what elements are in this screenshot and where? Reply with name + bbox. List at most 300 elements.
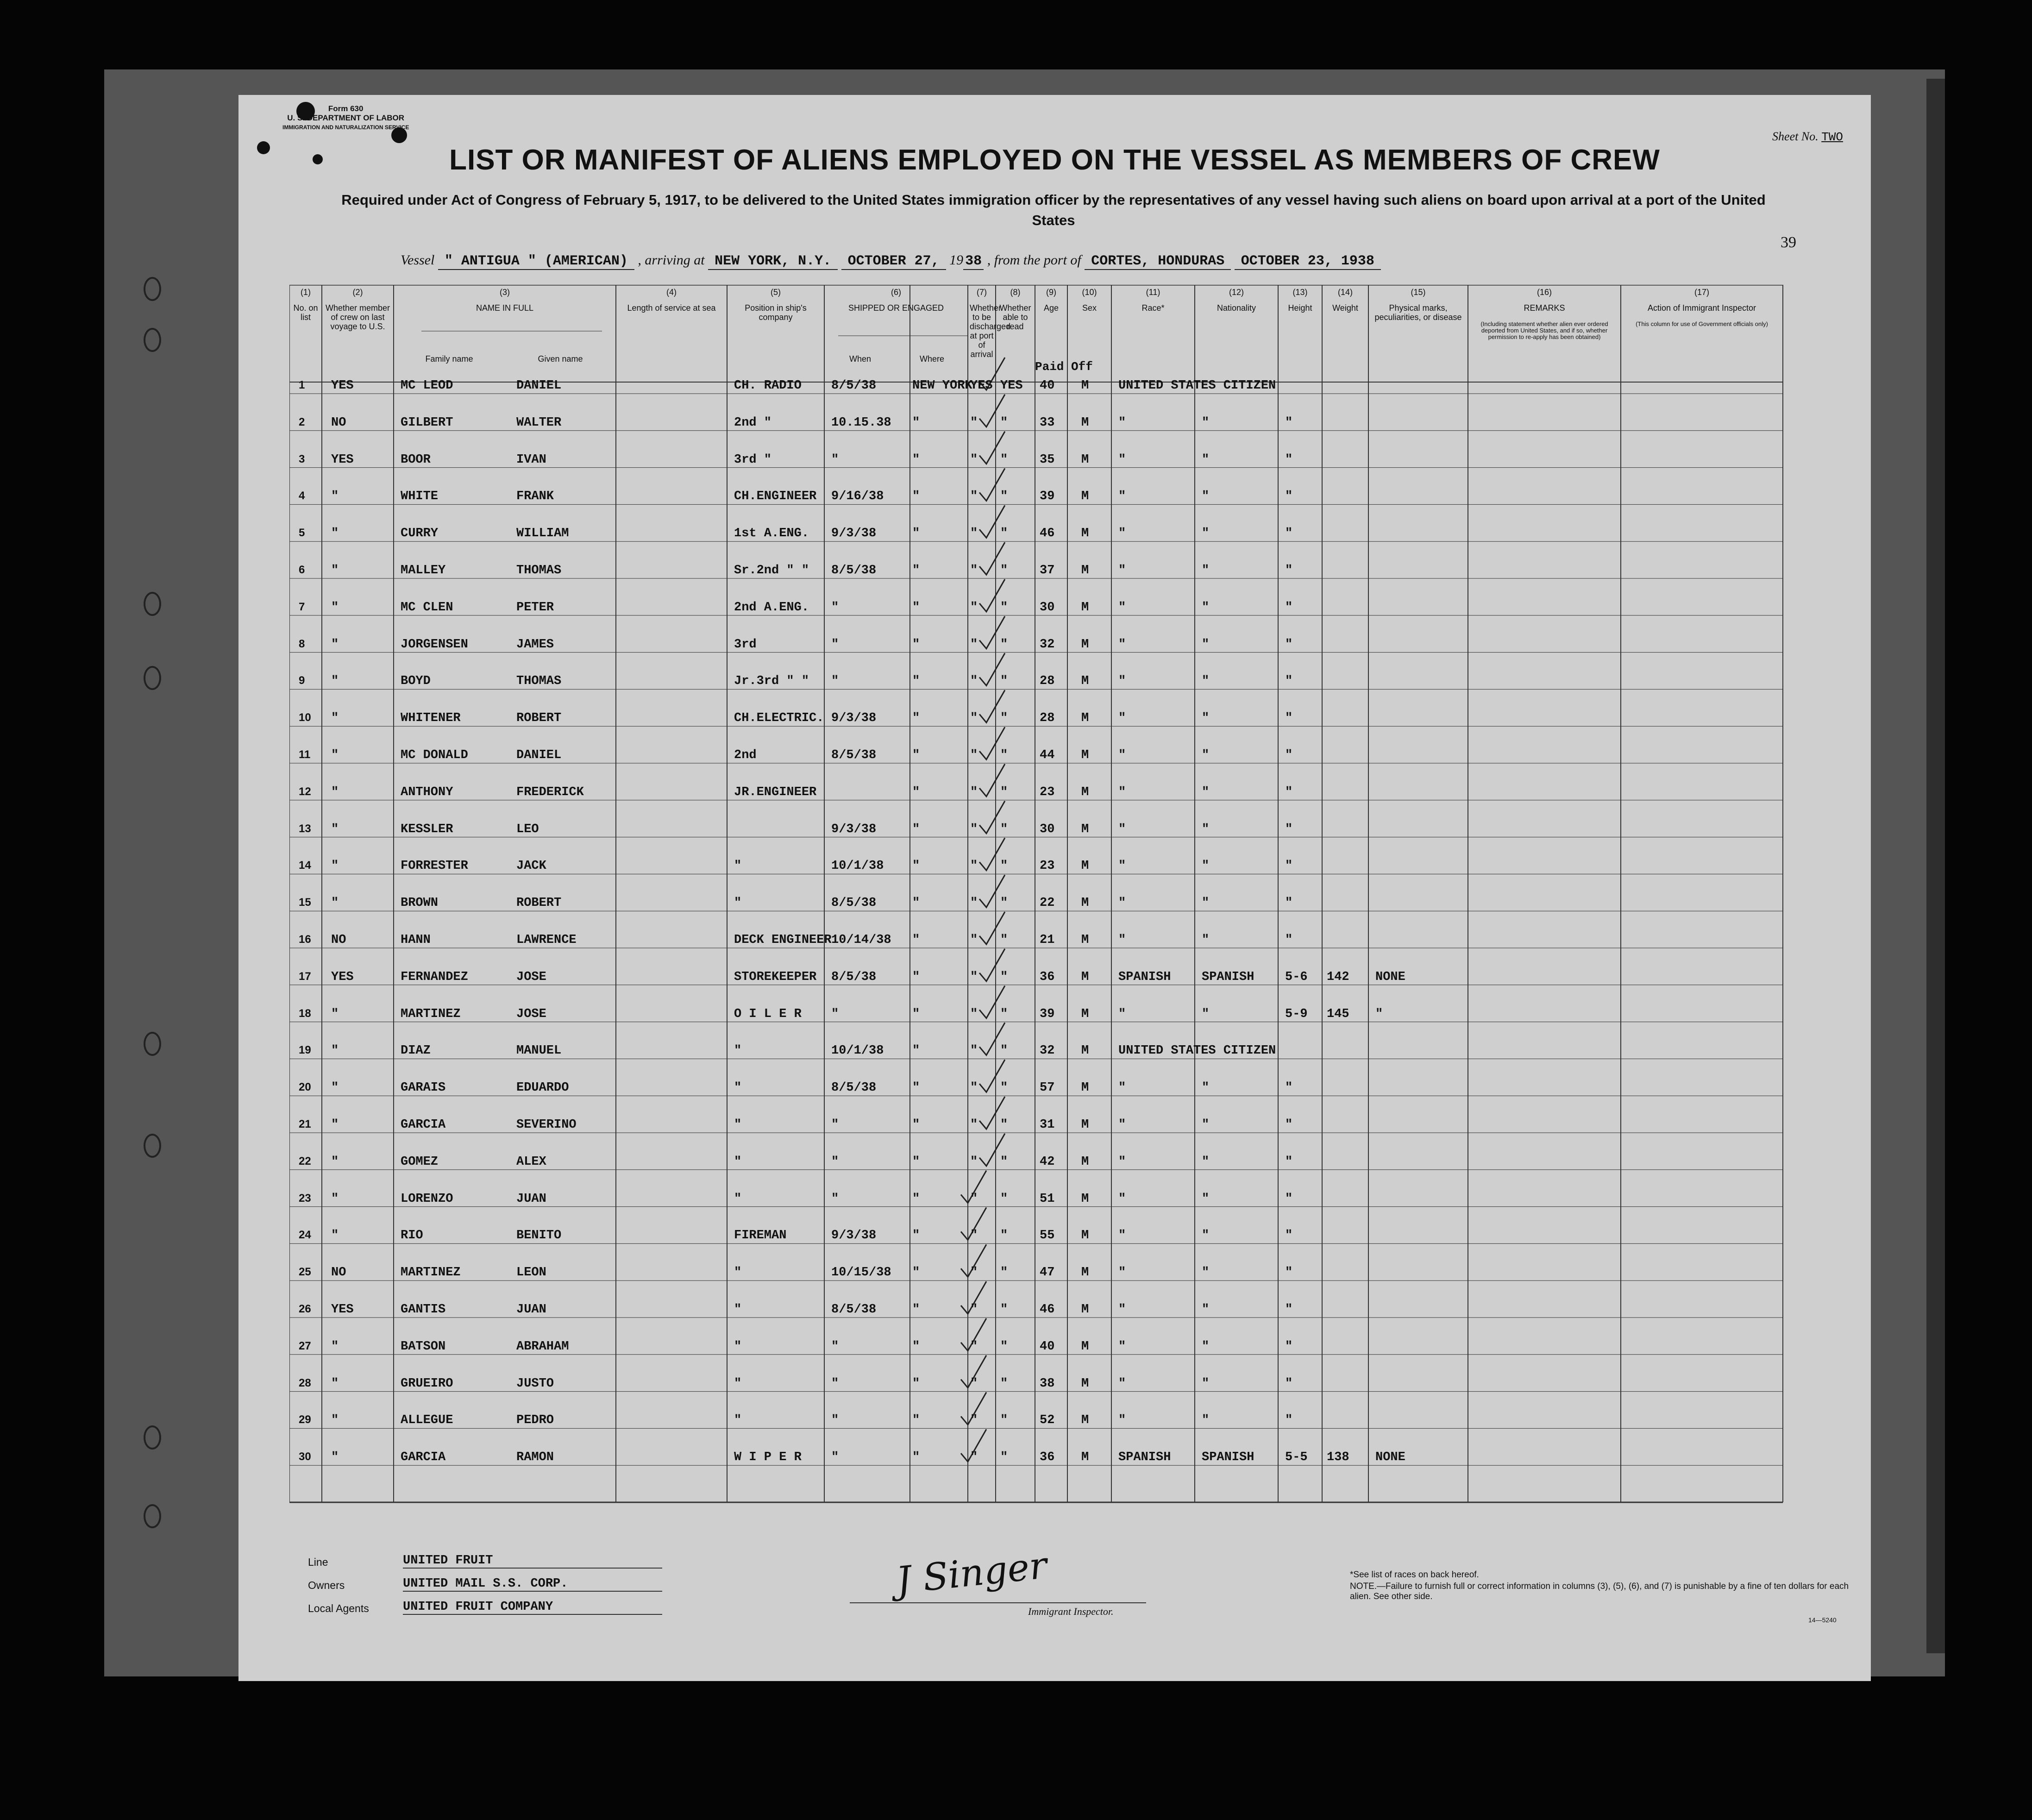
age: 36 [1040,1450,1055,1465]
nationality: " [1202,1155,1210,1169]
row-number: 4 [299,490,305,502]
shipped-where: " [912,1155,920,1169]
age: 36 [1040,970,1055,984]
age: 30 [1040,600,1055,615]
last-voyage: " [331,1229,339,1243]
given-name: ALEX [516,1155,546,1169]
row-number: 12 [299,785,311,798]
position: " [734,1376,742,1391]
race: " [1118,896,1126,910]
race: " [1118,674,1126,689]
column-number: (5) [771,288,781,297]
able-to-read: " [1000,785,1008,799]
given-name: FREDERICK [516,785,584,799]
race: " [1118,490,1126,504]
discharged: " [970,490,978,504]
sheet-number [1772,130,1843,144]
inspector-label: Immigrant Inspector. [1028,1606,1114,1617]
family-name: MC DONALD [401,748,468,762]
binder-ring [144,1425,161,1450]
position: " [734,859,742,873]
height: " [1285,564,1293,577]
given-name: DANIEL [516,748,562,762]
last-voyage: " [331,637,339,652]
nationality: " [1202,452,1210,467]
given-name: RAMON [516,1450,554,1465]
sex: M [1081,1118,1089,1132]
race: " [1118,1155,1126,1169]
shipped-when: 9/3/38 [831,822,877,836]
able-to-read: " [1000,674,1008,689]
nationality: " [1202,896,1210,910]
shipped-when: 10/15/38 [831,1266,891,1280]
able-to-read: " [1000,1450,1008,1465]
height: " [1285,1229,1293,1243]
row-number: 21 [299,1118,311,1130]
column-number: (12) [1229,288,1244,297]
nationality: " [1202,859,1210,873]
shipped-when: 8/5/38 [831,1303,877,1317]
sex: M [1081,1192,1089,1206]
family-name: LORENZO [401,1192,453,1206]
position: 3rd " [734,452,772,467]
position: 1st A.ENG. [734,527,809,541]
race: " [1118,1266,1126,1280]
family-name: GARCIA [401,1450,446,1465]
race: " [1118,1229,1126,1243]
shipped-when: " [831,1413,839,1428]
row-number: 11 [299,748,311,761]
column-header: Whether able to read [999,303,1031,331]
position: " [734,1118,742,1132]
race: " [1118,1007,1126,1021]
column-number: (8) [1010,288,1021,297]
shipped-when: 10/14/38 [831,933,891,947]
able-to-read: " [1000,1007,1008,1021]
binder-ring [144,666,161,690]
age: 28 [1040,674,1055,689]
position: 2nd " [734,415,772,430]
family-name: GRUEIRO [401,1376,453,1391]
last-voyage: YES [331,452,354,467]
nationality: " [1202,564,1210,577]
shipped-where: " [912,1303,920,1317]
able-to-read: YES [1000,379,1023,393]
given-name: THOMAS [516,674,562,689]
last-voyage: " [331,1376,339,1391]
given-name: LAWRENCE [516,933,577,947]
age: 28 [1040,711,1055,726]
document-title: LIST OR MANIFEST OF ALIENS EMPLOYED ON THE VESSEL AS MEMBERS OF CREW [449,144,1660,176]
last-voyage: " [331,600,339,615]
nationality: " [1202,1007,1210,1021]
last-voyage: " [331,711,339,726]
shipped-where: " [912,674,920,689]
sex: M [1081,1007,1089,1021]
last-voyage: NO [331,933,346,947]
position: " [734,1339,742,1354]
column-number: (3) [500,288,510,297]
shipped-when: " [831,674,839,689]
race: " [1118,527,1126,541]
column-number: (4) [666,288,677,297]
penalty-note: NOTE.—Failure to furnish full or correct information in columns (3), (5), (6), and (7) is punishable by a fine of ten dollars for each alien. See other side. [1350,1582,1849,1601]
shipped-where: " [912,748,920,762]
vessel-line [401,252,1381,269]
race: " [1118,711,1126,726]
shipped-when: " [831,1155,839,1169]
sex: M [1081,1081,1089,1095]
position: STOREKEEPER [734,970,817,984]
shipped-where: " [912,1413,920,1428]
position: " [734,1192,742,1206]
age: 37 [1040,564,1055,577]
column-number: (14) [1337,288,1353,297]
shipped-where: " [912,1192,920,1206]
discharged: " [970,1118,978,1132]
sex: M [1081,933,1089,947]
column-header: Height [1288,303,1312,313]
row-number: 6 [299,564,305,576]
given-name: DANIEL [516,379,562,393]
sex: M [1081,600,1089,615]
row-number: 3 [299,452,305,465]
weight: 142 [1327,970,1349,984]
position: " [734,1155,742,1169]
shipped-where: " [912,822,920,836]
nationality: " [1202,1376,1210,1391]
sex: M [1081,527,1089,541]
row-number: 20 [299,1081,311,1094]
binder-ring [144,328,161,352]
row-number: 7 [299,600,305,613]
column-number: (13) [1292,288,1308,297]
able-to-read: " [1000,415,1008,430]
shipped-where: " [912,785,920,799]
nationality: " [1202,637,1210,652]
row-number: 9 [299,674,305,687]
able-to-read: " [1000,1413,1008,1428]
age: 51 [1040,1192,1055,1206]
given-name: ROBERT [516,711,562,726]
height: " [1285,711,1293,726]
given-name: PEDRO [516,1413,554,1428]
column-header: Race* [1141,303,1165,313]
race: " [1118,415,1126,430]
sex: M [1081,1044,1089,1058]
age: 40 [1040,379,1055,393]
row-number: 23 [299,1192,311,1205]
races-note: *See list of races on back hereof. [1350,1570,1479,1580]
family-name: BOOR [401,452,431,467]
height: " [1285,859,1293,873]
given-name: MANUEL [516,1044,562,1058]
race: " [1118,1118,1126,1132]
row-number: 2 [299,415,305,428]
shipped-when: 9/3/38 [831,1229,877,1243]
shipped-where: " [912,1007,920,1021]
row-number: 1 [299,379,305,391]
race: " [1118,1339,1126,1354]
family-name: GANTIS [401,1303,446,1317]
given-name: JOSE [516,1007,546,1021]
weight: 145 [1327,1007,1349,1021]
nationality: " [1202,1118,1210,1132]
column-header: Weight [1332,303,1358,313]
row-number: 22 [299,1155,311,1167]
given-name: JUAN [516,1192,546,1206]
given-name: IVAN [516,452,546,467]
column-number: (16) [1537,288,1552,297]
family-name: MARTINEZ [401,1007,461,1021]
sex: M [1081,379,1089,393]
last-voyage: " [331,1450,339,1465]
age: 21 [1040,933,1055,947]
family-name: BATSON [401,1339,446,1354]
row-number: 16 [299,933,311,946]
column-subheader: Given name [538,354,583,364]
age: 23 [1040,785,1055,799]
race: SPANISH [1118,970,1171,984]
last-voyage: " [331,564,339,577]
family-name: JORGENSEN [401,637,468,652]
sex: M [1081,490,1089,504]
discharged: " [970,1081,978,1095]
given-name: JUAN [516,1303,546,1317]
nationality: " [1202,674,1210,689]
row-number: 28 [299,1376,311,1389]
given-name: ABRAHAM [516,1339,569,1354]
able-to-read: " [1000,1192,1008,1206]
family-name: WHITENER [401,711,461,726]
nationality: " [1202,1229,1210,1243]
column-number: (1) [301,288,311,297]
able-to-read: " [1000,1229,1008,1243]
able-to-read: " [1000,452,1008,467]
last-voyage: " [331,822,339,836]
last-voyage: " [331,748,339,762]
family-name: CURRY [401,527,439,541]
last-voyage: " [331,859,339,873]
last-voyage: " [331,896,339,910]
family-name: ANTHONY [401,785,453,799]
family-name: MC CLEN [401,600,453,615]
able-to-read: " [1000,711,1008,726]
discharged: " [970,1007,978,1021]
nationality: " [1202,711,1210,726]
nationality: " [1202,1413,1210,1428]
position: O I L E R [734,1007,802,1021]
row-number: 15 [299,896,311,909]
shipped-where: NEW YORK [912,379,972,393]
race: " [1118,564,1126,577]
race: UNITED STATES CITIZEN [1118,379,1276,393]
row-number: 24 [299,1229,311,1242]
sex: M [1081,822,1089,836]
race: " [1118,600,1126,615]
position: DECK ENGINEER [734,933,832,947]
shipped-when: 8/5/38 [831,1081,877,1095]
discharged: " [970,822,978,836]
sex: M [1081,1303,1089,1317]
column-header: SHIPPED OR ENGAGED [848,303,944,313]
shipped-when: 9/16/38 [831,490,884,504]
age: 32 [1040,1044,1055,1058]
sex: M [1081,415,1089,430]
inspector-signature: J Singer [894,1544,1049,1602]
position: " [734,1081,742,1095]
discharged: " [970,859,978,873]
given-name: WILLIAM [516,527,569,541]
row-number: 10 [299,711,311,724]
binder-ring [144,1134,161,1158]
height: " [1285,674,1293,689]
height: " [1285,1118,1293,1132]
shipped-where: " [912,452,920,467]
family-name: BOYD [401,674,431,689]
family-name: FORRESTER [401,859,468,873]
nationality: " [1202,785,1210,799]
position: CH.ENGINEER [734,490,817,504]
family-name: MALLEY [401,564,446,577]
able-to-read: " [1000,1044,1008,1058]
shipped-where: " [912,1266,920,1280]
sex: M [1081,637,1089,652]
discharged: YES [970,379,993,393]
year-prefix: 19 [949,252,964,268]
shipped-where: " [912,1118,920,1132]
able-to-read: " [1000,859,1008,873]
discharged: " [970,600,978,615]
shipped-when: 8/5/38 [831,379,877,393]
nationality: SPANISH [1202,970,1254,984]
race: UNITED STATES CITIZEN [1118,1044,1276,1058]
race: " [1118,1192,1126,1206]
column-header: Whether to be discharged at port of arrival [970,303,1011,359]
shipped-where: " [912,1229,920,1243]
shipped-when: 8/5/38 [831,896,877,910]
race: " [1118,452,1126,467]
height: " [1285,637,1293,652]
age: 31 [1040,1118,1055,1132]
position: " [734,1266,742,1280]
binder-ring [144,592,161,616]
age: 46 [1040,527,1055,541]
shipped-where: " [912,711,920,726]
last-voyage: YES [331,970,354,984]
sheet-number-value: TWO [1821,130,1843,144]
height: 5-5 [1285,1450,1308,1465]
sex: M [1081,564,1089,577]
height: " [1285,785,1293,799]
year-suffix: 38 [963,253,984,270]
sex: M [1081,674,1089,689]
height: " [1285,1192,1293,1206]
row-number: 30 [299,1450,311,1463]
form-number: Form 630 [328,104,364,113]
shipped-where: " [912,896,920,910]
sex: M [1081,859,1089,873]
race: " [1118,1376,1126,1391]
nationality: " [1202,1192,1210,1206]
discharged: " [970,1266,978,1280]
discharged: " [970,933,978,947]
sex: M [1081,970,1089,984]
family-name: MARTINEZ [401,1266,461,1280]
shipped-where: " [912,859,920,873]
scan-edge [1926,79,1945,1653]
race: " [1118,1303,1126,1317]
able-to-read: " [1000,600,1008,615]
position: CH.ELECTRIC. [734,711,824,726]
given-name: JOSE [516,970,546,984]
departure-date: OCTOBER 23, 1938 [1235,253,1381,270]
shipped-when: 10.15.38 [831,415,891,430]
position: CH. RADIO [734,379,802,393]
column-number: (9) [1046,288,1056,297]
height: " [1285,1081,1293,1095]
race: " [1118,822,1126,836]
discharged: " [970,1044,978,1058]
position: Jr.3rd " " [734,674,809,689]
position: Sr.2nd " " [734,564,809,577]
able-to-read: " [1000,822,1008,836]
column-number: (15) [1411,288,1426,297]
height: " [1285,490,1293,504]
sex: M [1081,452,1089,467]
last-voyage: " [331,527,339,541]
row-number: 8 [299,637,305,650]
row-number: 26 [299,1303,311,1315]
arrival-date: OCTOBER 27, [841,253,946,270]
binder-ring [144,1504,161,1528]
age: 33 [1040,415,1055,430]
local-agents-label: Local Agents [308,1602,369,1614]
column-number: (17) [1694,288,1709,297]
age: 39 [1040,490,1055,504]
position: 2nd [734,748,757,762]
able-to-read: " [1000,490,1008,504]
race: " [1118,859,1126,873]
family-name: BROWN [401,896,439,910]
column-subheader: Where [919,354,944,364]
row-number: 29 [299,1413,311,1426]
last-voyage: " [331,1007,339,1021]
height: " [1285,452,1293,467]
binder-ring [144,277,161,301]
column-header: NAME IN FULL [476,303,534,313]
height: " [1285,1376,1293,1391]
column-header: Action of Immigrant Inspector [1647,303,1756,313]
able-to-read: " [1000,1303,1008,1317]
paid-off-note: Paid Off [1035,360,1093,374]
height: 5-6 [1285,970,1308,984]
column-header: Sex [1082,303,1097,313]
sex: M [1081,1155,1089,1169]
shipped-where: " [912,1450,920,1465]
column-header: Whether member of crew on last voyage to U.S. [325,303,390,331]
age: 30 [1040,822,1055,836]
column-subheader: When [849,354,872,364]
height: 5-9 [1285,1007,1308,1021]
family-name: MC LEOD [401,379,453,393]
age: 42 [1040,1155,1055,1169]
last-voyage: " [331,1192,339,1206]
arrival-port: NEW YORK, N.Y. [708,253,838,270]
race: " [1118,1413,1126,1428]
given-name: LEON [516,1266,546,1280]
able-to-read: " [1000,1155,1008,1169]
